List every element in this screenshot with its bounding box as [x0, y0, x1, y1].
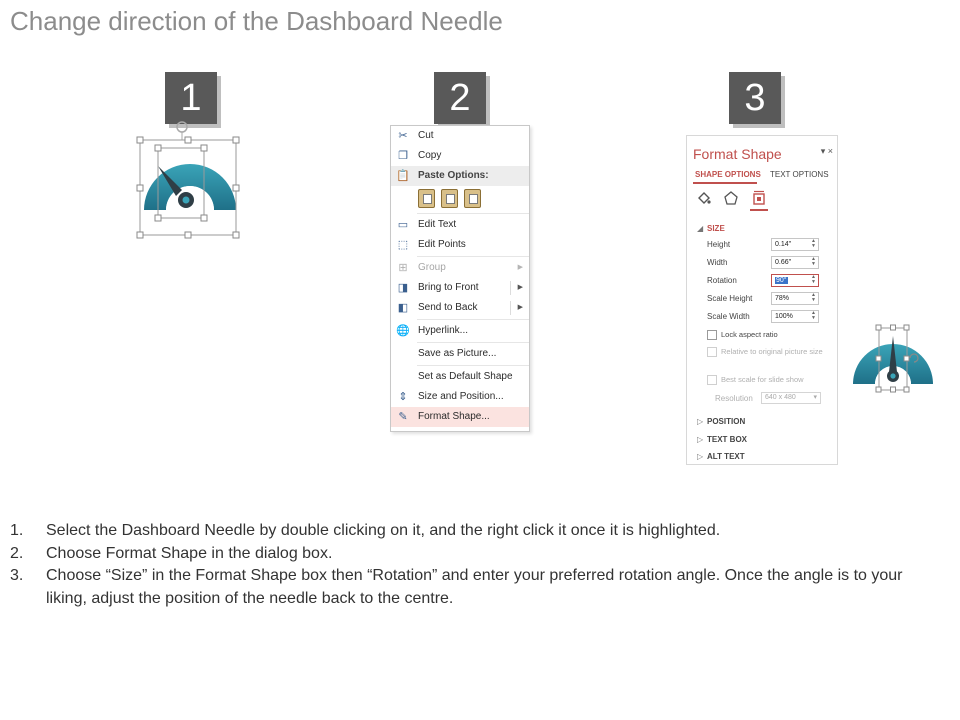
dropdown-arrow-icon: ▾ [813, 394, 817, 401]
collapsed-triangle-icon: ▷ [697, 452, 704, 461]
size-position-icon: ⇕ [398, 391, 408, 403]
best-scale-checkbox[interactable]: Best scale for slide show [707, 375, 804, 385]
section-alt-text[interactable]: ▷ ALT TEXT [697, 452, 745, 461]
active-category-indicator [750, 209, 768, 211]
submenu-arrow-icon: ▶ [517, 304, 523, 311]
checkbox-box [707, 330, 717, 340]
paste-keep-formatting-icon[interactable] [418, 189, 435, 208]
dashboard-gauge-selected[interactable] [130, 118, 250, 243]
spinner-icon[interactable]: ▲ ▼ [811, 310, 816, 321]
resolution-select[interactable]: 640 x 480 ▾ [761, 392, 821, 404]
spinner-icon[interactable]: ▲ ▼ [811, 256, 816, 267]
expanded-triangle-icon: ◢ [697, 224, 704, 233]
size-properties-icon[interactable] [751, 190, 767, 206]
relative-original-checkbox[interactable]: Relative to original picture size [707, 347, 825, 357]
menu-item-copy[interactable]: ❐ Copy [391, 146, 529, 166]
copy-icon: ❐ [398, 150, 408, 162]
height-label: Height [707, 240, 731, 249]
tab-shape-options[interactable]: SHAPE OPTIONS [695, 170, 761, 179]
spinner-icon[interactable]: ▲ ▼ [811, 292, 816, 303]
menu-item-hyperlink[interactable]: 🌐 Hyperlink... [396, 325, 469, 337]
fill-line-icon[interactable] [696, 190, 712, 206]
edit-points-icon: ⬚ [397, 239, 409, 251]
collapsed-triangle-icon: ▷ [697, 417, 704, 426]
split-divider [510, 281, 511, 295]
menu-separator [417, 342, 529, 343]
menu-item-send-to-back[interactable]: ◧ Send to Back ▶ [391, 298, 529, 318]
scissors-icon: ✂ [398, 130, 408, 142]
section-size[interactable]: ◢ SIZE [697, 224, 725, 233]
collapsed-triangle-icon: ▷ [697, 435, 704, 444]
checkbox-box [707, 375, 717, 385]
menu-item-group[interactable]: ⊞ Group ▶ [391, 258, 529, 278]
effects-icon[interactable] [723, 190, 739, 206]
context-menu [390, 125, 530, 432]
paste-picture-icon[interactable] [464, 189, 481, 208]
tab-text-options[interactable]: TEXT OPTIONS [770, 170, 829, 179]
menu-item-bring-to-front[interactable]: ◨ Bring to Front ▶ [391, 278, 529, 298]
menu-item-edit-text[interactable]: ▭ Edit Text [397, 219, 457, 231]
submenu-arrow-icon: ▶ [517, 264, 523, 271]
page-title: Change direction of the Dashboard Needle [10, 6, 503, 36]
instruction-item: 2. Choose Format Shape in the dialog box. [10, 544, 333, 562]
pane-controls[interactable]: ▾ × [820, 146, 833, 156]
section-text-box[interactable]: ▷ TEXT BOX [697, 435, 748, 444]
section-position[interactable]: ▷ POSITION [697, 417, 746, 426]
split-divider [510, 301, 511, 315]
format-shape-icon: ✎ [398, 411, 408, 423]
bring-front-icon: ◨ [397, 282, 409, 294]
format-shape-pane [686, 135, 838, 465]
spinner-icon[interactable]: ▲ ▼ [811, 238, 816, 249]
menu-item-edit-points[interactable]: ⬚ Edit Points [397, 239, 466, 251]
paste-use-theme-icon[interactable] [441, 189, 458, 208]
instructions-list [10, 520, 930, 610]
edit-text-icon: ▭ [397, 219, 409, 231]
scale-height-input[interactable]: 78% ▲ ▼ [771, 292, 819, 305]
width-input[interactable]: 0.66" ▲ ▼ [771, 256, 819, 269]
spinner-icon[interactable]: ▲ ▼ [811, 274, 816, 285]
send-back-icon: ◧ [397, 302, 409, 314]
lock-aspect-checkbox[interactable]: Lock aspect ratio [707, 330, 778, 340]
menu-item-save-as-picture[interactable]: Save as Picture... [418, 348, 497, 359]
instruction-item: 3. Choose “Size” in the Format Shape box then “Rotation” and enter your preferred rotation angle. Once the angle is to your liking, adjust the position of the needle back to the centre. [10, 567, 903, 607]
width-label: Width [707, 258, 728, 267]
height-input[interactable]: 0.14" ▲ ▼ [771, 238, 819, 251]
active-tab-indicator [693, 182, 757, 184]
dashboard-gauge-rotated[interactable] [850, 322, 936, 396]
menu-separator [417, 256, 529, 257]
scale-height-label: Scale Height [707, 294, 753, 303]
scale-width-input[interactable]: 100% ▲ ▼ [771, 310, 819, 323]
group-icon: ⊞ [398, 262, 408, 274]
step-1-badge: 1 [165, 72, 217, 124]
menu-item-size-and-position[interactable]: ⇕ Size and Position... [391, 387, 529, 407]
resolution-label: Resolution [715, 394, 753, 403]
hyperlink-icon: 🌐 [396, 325, 410, 337]
menu-item-set-default-shape[interactable]: Set as Default Shape [418, 371, 513, 382]
menu-paste-options-header: 📋 Paste Options: [391, 166, 529, 186]
menu-separator [417, 365, 529, 366]
rotation-label: Rotation [707, 276, 737, 285]
menu-separator [417, 213, 529, 214]
menu-item-format-shape[interactable]: ✎ Format Shape... [391, 407, 529, 427]
instruction-item: 1. Select the Dashboard Needle by double clicking on it, and the right click it once it is highlighted. [10, 522, 721, 539]
menu-item-cut[interactable]: ✂ Cut [391, 126, 529, 146]
menu-separator [417, 319, 529, 320]
rotation-input[interactable]: 90° ▲ ▼ [771, 274, 819, 287]
paste-options-row [391, 186, 529, 212]
submenu-arrow-icon: ▶ [517, 284, 523, 291]
step-3-badge: 3 [729, 72, 781, 124]
paste-icon: 📋 [396, 170, 410, 182]
checkbox-box [707, 347, 717, 357]
scale-width-label: Scale Width [707, 312, 750, 321]
step-2-badge: 2 [434, 72, 486, 124]
pane-title: Format Shape [693, 146, 782, 162]
